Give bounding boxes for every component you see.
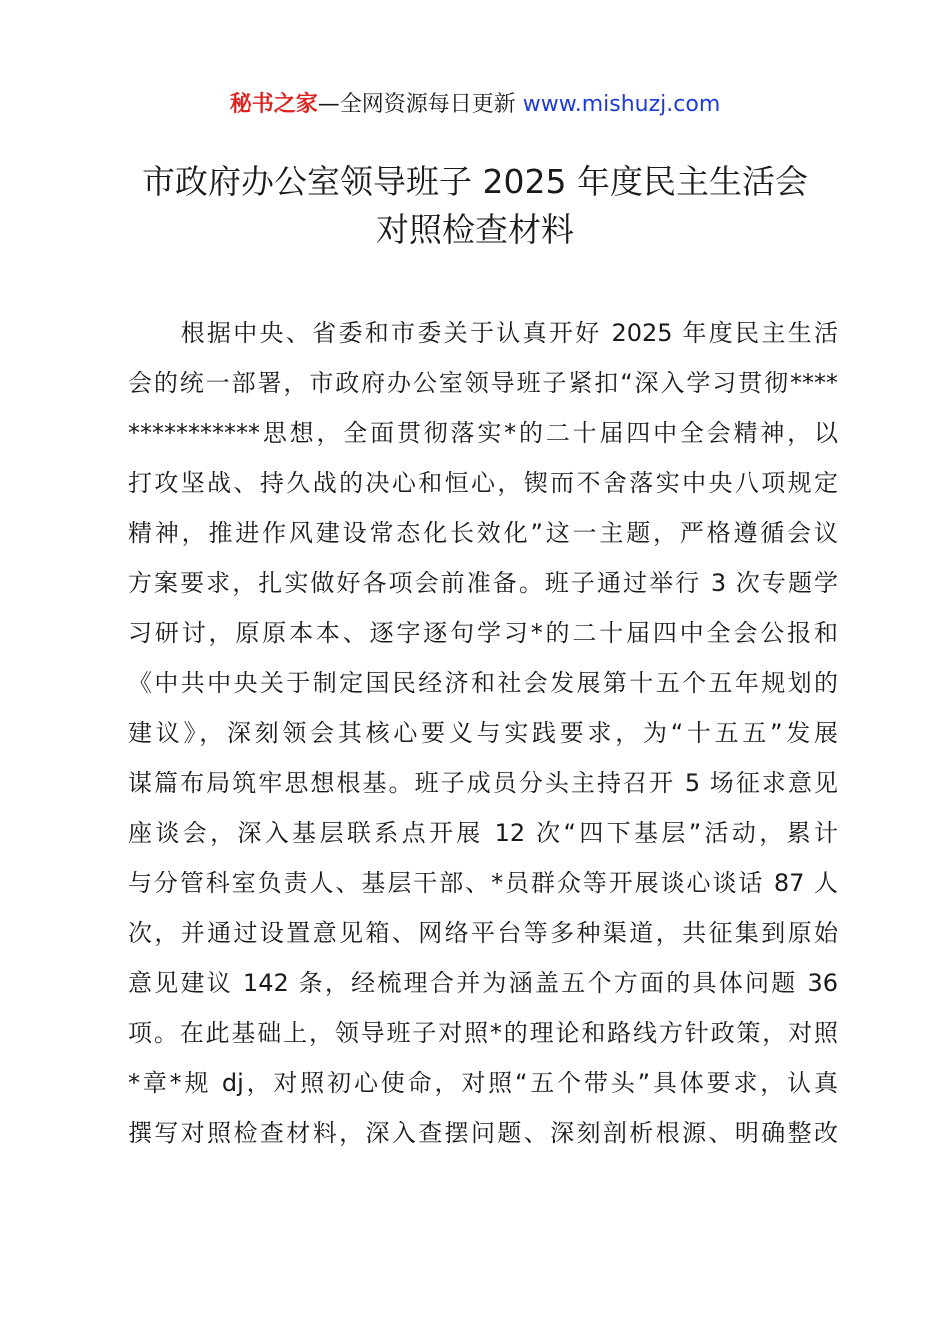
site-tagline: —全网资源每日更新 <box>317 92 523 117</box>
paragraph-line: 精神，推进作风建设常态化长效化”这一主题，严格遵循会议 <box>128 519 838 547</box>
site-header <box>0 88 950 122</box>
paragraph-line: ***********思想，全面贯彻落实*的二十届四中全会精神，以 <box>128 419 838 447</box>
paragraph-line: 谋篇布局筑牢思想根基。班子成员分头主持召开 5 场征求意见 <box>128 769 838 797</box>
paragraph-line: 打攻坚战、持久战的决心和恒心，锲而不舍落实中央八项规定 <box>128 469 838 497</box>
paragraph-line: 项。在此基础上，领导班子对照*的理论和路线方针政策，对照 <box>128 1019 838 1047</box>
site-brand: 秘书之家 <box>229 92 318 117</box>
document-title <box>0 158 950 254</box>
title-line-1: 市政府办公室领导班子 2025 年度民主生活会 <box>142 162 808 201</box>
paragraph-line: 《中共中央关于制定国民经济和社会发展第十五个五年规划的 <box>128 669 838 697</box>
site-url[interactable]: www.mishuzj.com <box>522 92 721 117</box>
paragraph-line: 会的统一部署，市政府办公室领导班子紧扣“深入学习贯彻**** <box>128 369 838 397</box>
paragraph-line: *章*规 dj，对照初心使命，对照“五个带头”具体要求，认真 <box>128 1069 838 1097</box>
paragraph-line: 根据中央、省委和市委关于认真开好 2025 年度民主生活 <box>128 319 838 347</box>
paragraph-line: 次，并通过设置意见箱、网络平台等多种渠道，共征集到原始 <box>128 919 838 947</box>
body-paragraph <box>128 308 838 1158</box>
paragraph-line: 方案要求，扎实做好各项会前准备。班子通过举行 3 次专题学 <box>128 569 838 597</box>
paragraph-line: 撰写对照检查材料，深入查摆问题、深刻剖析根源、明确整改 <box>128 1119 838 1147</box>
paragraph-line: 座谈会，深入基层联系点开展 12 次“四下基层”活动，累计 <box>128 819 838 847</box>
paragraph-line: 习研讨，原原本本、逐字逐句学习*的二十届四中全会公报和 <box>128 619 838 647</box>
paragraph-line: 与分管科室负责人、基层干部、*员群众等开展谈心谈话 87 人 <box>128 869 838 897</box>
paragraph-line: 意见建议 142 条，经梳理合并为涵盖五个方面的具体问题 36 <box>128 969 838 997</box>
paragraph-line: 建议》，深刻领会其核心要义与实践要求，为“十五五”发展 <box>128 719 838 747</box>
title-line-2: 对照检查材料 <box>376 210 574 249</box>
